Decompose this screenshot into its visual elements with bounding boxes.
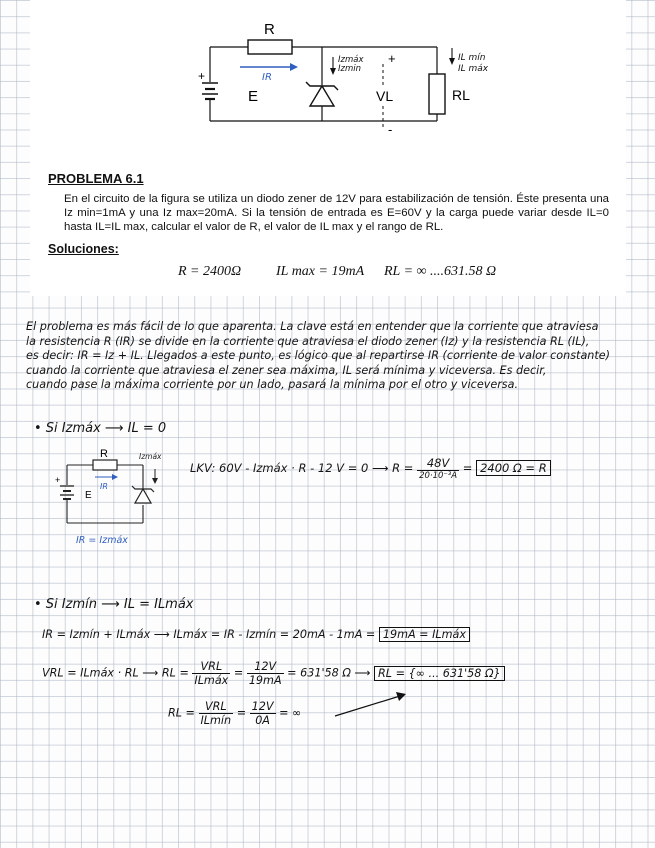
solution-ilmax: IL max = 19mA xyxy=(276,264,365,279)
circuit-source-plus: + xyxy=(198,69,206,83)
problem-title: PROBLEMA 6.1 xyxy=(48,171,144,186)
resistor-r-symbol xyxy=(248,40,292,54)
circuit-il-label-1: IL mín xyxy=(458,53,486,63)
case1-frac-num: 48V xyxy=(417,456,459,471)
case1-iz-arrow xyxy=(152,469,158,484)
problem-statement: En el circuito de la figura se utiliza un diodo zener de 12V para estabilización de tensión. Éste presenta una Iz min=1mA y una Iz max=20mA. Si la tensión de entrada es E=60V y la carga puede variar desde IL=0 hasta IL=IL max, calcular el valor de R, el valor de IL max y el rango de RL. xyxy=(64,193,609,233)
case1-lkv-prefix: LKV: 60V - Izmáx · R - 12 V = 0 ⟶ R = xyxy=(190,461,414,475)
circuit-ir-label: IR xyxy=(262,72,272,83)
case2-line1-result-box: 19mA = ILmáx xyxy=(379,627,470,642)
case2-line2-prefix: VRL = ILmáx · RL ⟶ RL = xyxy=(42,666,189,680)
case2-line1-prefix: IR = Izmín + ILmáx ⟶ ILmáx = IR - Izmín = 20mA - 1mA = xyxy=(42,628,376,641)
case1-e-label: E xyxy=(85,490,92,501)
circuit-iz-label-1: Izmáx xyxy=(338,55,364,65)
il-arrow xyxy=(449,48,455,65)
case1-heading: • Si Izmáx ⟶ IL = 0 xyxy=(34,421,167,436)
circuit-il-label-2: IL máx xyxy=(458,64,489,74)
case2-line2-frac2-den: 19mA xyxy=(248,674,282,687)
case2-line3-prefix: RL = xyxy=(168,706,195,720)
intro-line: cuando pase la máxima corriente por un lado, pasará la mínima por el otro y viceversa. xyxy=(26,378,519,391)
case1-plus-label: + xyxy=(55,475,61,485)
case2-line3-frac1-den: ILmín xyxy=(200,714,232,727)
case2-line2-value: = 631'58 Ω ⟶ xyxy=(287,666,371,680)
case2-pointer-arrow xyxy=(330,690,410,720)
circuit-source-label: E xyxy=(248,88,259,105)
solutions-label: Soluciones: xyxy=(48,242,119,256)
intro-line: cuando la corriente que atraviesa el zener sea máxima, IL será mínima y viceversa. Es decir, xyxy=(26,363,547,377)
case1-ir-label: IR xyxy=(100,482,108,491)
case2-line3-frac2 xyxy=(250,700,276,727)
solution-r: R = 2400Ω xyxy=(178,264,242,279)
case2-line2-frac1 xyxy=(192,660,230,687)
case2-line2-frac2-num: 12V xyxy=(247,660,284,674)
case1-lkv-equation xyxy=(190,456,551,481)
case2-line2-eq1: = xyxy=(233,666,244,680)
case1-zener-symbol xyxy=(132,486,154,503)
solution-rl: RL = ∞ ....631.58 Ω xyxy=(384,264,497,279)
intro-paragraph xyxy=(26,320,646,393)
intro-line: la resistencia R (IR) se divide en la corriente que atraviesa el diodo zener (Iz) y la resistencia RL (IL), xyxy=(26,334,590,348)
case2-line1 xyxy=(42,628,470,641)
case2-line2-result-box: RL = {∞ ... 631'58 Ω} xyxy=(374,666,505,681)
case2-line3-eq: = xyxy=(236,706,247,720)
circuit-vl-label: VL xyxy=(376,88,394,104)
case1-resistor-symbol xyxy=(93,460,117,470)
case2-line3-value: = ∞ xyxy=(279,706,302,720)
case1-circuit-caption: IR = Izmáx xyxy=(76,535,128,546)
case1-iz-label: Izmáx xyxy=(139,452,162,461)
case1-circuit-sketch xyxy=(55,445,175,545)
zener-diode-symbol xyxy=(306,82,338,106)
case2-line2-frac1-num: VRL xyxy=(192,660,230,674)
case2-line2-frac2 xyxy=(247,660,284,687)
case2-heading: • Si Izmín ⟶ IL = ILmáx xyxy=(34,597,194,612)
case2-line3 xyxy=(168,700,301,727)
case1-result-box: 2400 Ω = R xyxy=(476,460,551,476)
case1-fraction xyxy=(417,456,459,481)
case2-line3-frac1 xyxy=(199,700,234,727)
case2-line2-frac1-den: ILmáx xyxy=(194,674,229,687)
circuit-rl-label: RL xyxy=(452,87,470,103)
case1-frac-eq: = xyxy=(462,461,473,475)
circuit-diagram xyxy=(0,0,655,170)
case2-line3-frac2-num: 12V xyxy=(251,700,274,713)
circuit-vl-plus: + xyxy=(388,51,396,66)
ir-arrow xyxy=(240,63,298,71)
case1-battery-symbol xyxy=(60,486,74,499)
case1-r-label: R xyxy=(100,448,108,460)
intro-line: El problema es más fácil de lo que aparenta. La clave está en entender que la corriente que atraviesa xyxy=(26,320,599,333)
circuit-vl-minus: - xyxy=(388,122,393,137)
iz-arrow xyxy=(330,57,336,75)
battery-symbol xyxy=(202,83,218,99)
case1-ir-arrow xyxy=(95,474,118,480)
load-resistor-symbol xyxy=(429,74,445,114)
case2-line3-frac1-num: VRL xyxy=(199,700,234,714)
circuit-iz-label-2: Izmin xyxy=(338,64,361,74)
case2-line2 xyxy=(42,660,505,687)
case1-frac-den: 20·10⁻³A xyxy=(419,471,458,481)
circuit-r-label: R xyxy=(264,21,275,38)
intro-line: es decir: IR = Iz + IL. Llegados a este punto, es lógico que al repartirse IR (corriente de valor constante) xyxy=(26,349,611,362)
case2-line3-frac2-den: 0A xyxy=(255,714,270,727)
